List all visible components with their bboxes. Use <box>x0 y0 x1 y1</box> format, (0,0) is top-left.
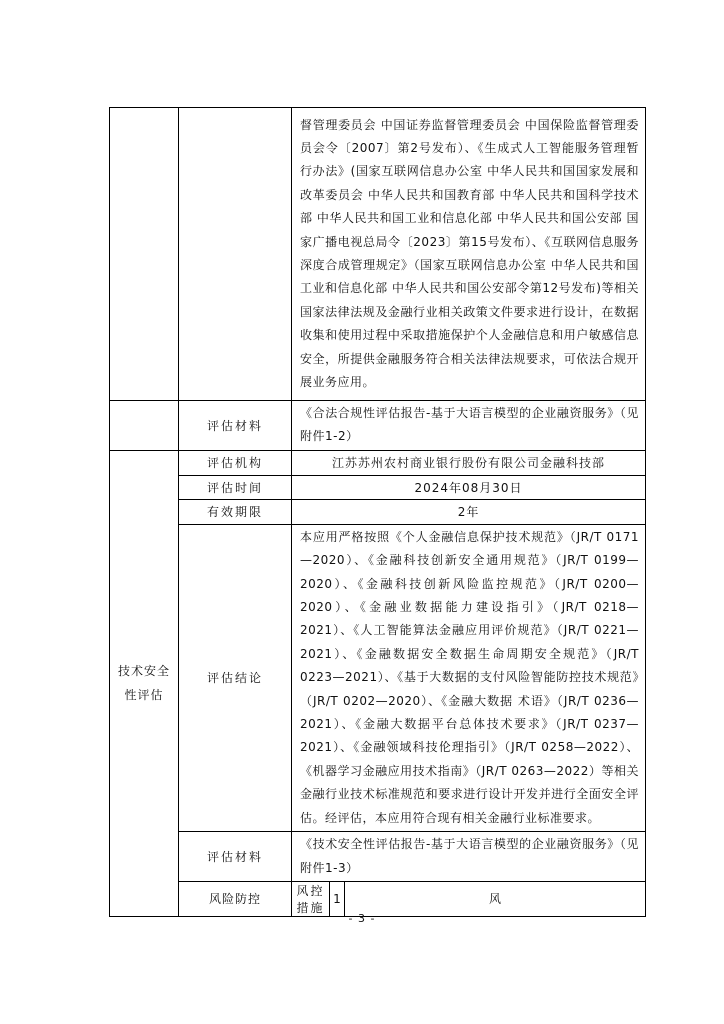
tech-conclusion-value: 本应用严格按照《个人金融信息保护技术规范》（JR/T 0171—2020）、《金融科技创新安全通用规范》（JR/T 0199—2020）、《金融科技创新风险监控规范》（JR/T 0200—2020）、《金融业数据能力建设指引》（JR/T 0218—2021）、《人工智能算法金融应用评价规范》（JR/T 0221—2021）、《金融数据安全数据生命周期安全规范》（JR/T 0223—2021）、《基于大数据的支付风险智能防控技术规范》（JR/T 0202—2020）、《金融大数据 术语》（JR/T 0236—2021）、《金融大数据平台总体技术要求》（JR/T 0237—2021）、《金融领域科技伦理指引》（JR/T 0258—2022）、《机器学习金融应用技术指南》（JR/T 0263—2022）等相关金融行业技术标准规范和要求进行设计开发并进行全面安全评估。经评估，本应用符合现有相关金融行业标准要求。 <box>292 524 646 831</box>
assessment-table <box>109 107 646 917</box>
table-row <box>110 524 646 831</box>
tech-validity-label: 有效期限 <box>179 499 292 524</box>
page-number: - 3 - <box>348 912 376 925</box>
legal-material-label: 评估材料 <box>179 401 292 451</box>
table-row <box>110 401 646 451</box>
table-row <box>110 108 646 401</box>
table-row <box>110 475 646 499</box>
tech-material-value: 《技术安全性评估报告-基于大语言模型的企业融资服务》（见附件1-3） <box>292 832 646 882</box>
table-row <box>110 499 646 524</box>
risk-item-number: 1 <box>330 881 345 916</box>
table-row <box>110 450 646 475</box>
legal-compliance-text: 督管理委员会 中国证券监督管理委员会 中国保险监督管理委员会令〔2007〕第2号发布）、《生成式人工智能服务管理暂行办法》(国家互联网信息办公室 中华人民共和国国家发展和改革委员会 中华人民共和国教育部 中华人民共和国科学技术部 中华人民共和国工业和信息化部 中华人民共和国公安部 国家广播电视总局令〔2023〕第15号发布）、《互联网信息服务深度合成管理规定》（国家互联网信息办公室 中华人民共和国工业和信息化部 中华人民共和国公安部令第12号发布)等相关国家法律法规及金融行业相关政策文件要求进行设计，在数据收集和使用过程中采取措施保护个人金融信息和用户敏感信息安全，所提供金融服务符合相关法律法规要求，可依法合规开展业务应用。 <box>292 108 646 401</box>
tech-section-label: 技术安全性评估 <box>110 450 179 916</box>
risk-measures-label: 风控措施 <box>292 881 330 916</box>
tech-material-label: 评估材料 <box>179 832 292 882</box>
legal-material-value: 《合法合规性评估报告-基于大语言模型的企业融资服务》（见附件1-2） <box>292 401 646 451</box>
risk-section-label: 风险防控 <box>179 881 292 916</box>
table-row <box>110 832 646 882</box>
tech-org-value: 江苏苏州农村商业银行股份有限公司金融科技部 <box>292 450 646 475</box>
tech-conclusion-label: 评估结论 <box>179 524 292 831</box>
empty-cell <box>110 108 179 401</box>
empty-cell <box>179 108 292 401</box>
tech-time-label: 评估时间 <box>179 475 292 499</box>
tech-org-label: 评估机构 <box>179 450 292 475</box>
tech-validity-value: 2年 <box>292 499 646 524</box>
tech-time-value: 2024年08月30日 <box>292 475 646 499</box>
empty-cell <box>110 401 179 451</box>
risk-item-category: 风 <box>345 881 646 916</box>
